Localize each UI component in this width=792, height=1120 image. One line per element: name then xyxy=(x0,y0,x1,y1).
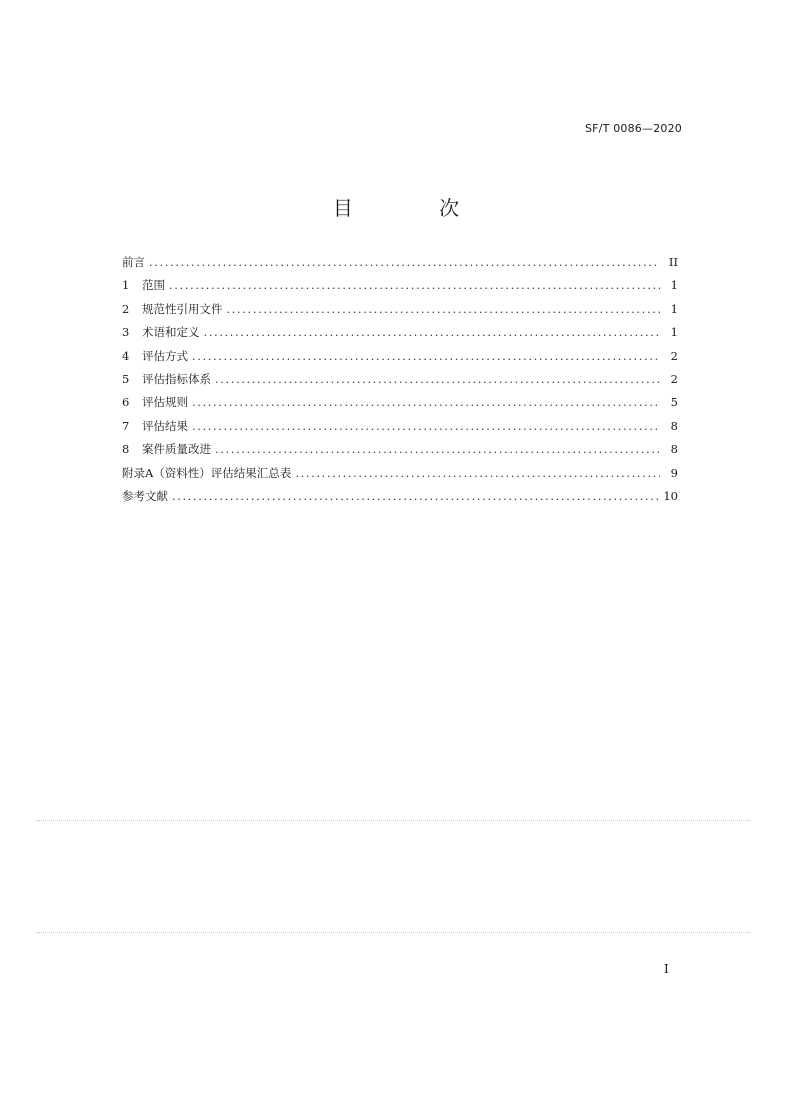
toc-entry-page: 2 xyxy=(670,371,678,386)
page-number: I xyxy=(664,962,669,976)
toc-entry-page: 1 xyxy=(670,278,678,293)
toc-entry-page: 8 xyxy=(670,442,678,457)
toc-entry-label: 前言 xyxy=(122,255,145,269)
toc-entry-page: 8 xyxy=(670,418,678,433)
toc-leader-dots xyxy=(192,392,660,412)
toc-leader-dots xyxy=(149,252,660,272)
toc-entry-page: 1 xyxy=(670,325,678,340)
toc-entry-label: 评估指标体系 xyxy=(142,371,211,386)
toc-entry-number: 2 xyxy=(122,301,130,316)
toc-entry-label: 案件质量改进 xyxy=(142,442,211,457)
toc-leader-dots xyxy=(215,439,660,459)
toc-entry-label: 规范性引用文件 xyxy=(142,301,223,316)
toc-entry-number: 6 xyxy=(122,395,130,410)
toc-entry-quality-improvement[interactable] xyxy=(122,439,678,462)
toc-entry-normative-references[interactable] xyxy=(122,299,678,322)
toc-leader-dots xyxy=(192,346,660,366)
toc-entry-label: 评估结果 xyxy=(142,418,188,433)
toc-leader-dots xyxy=(192,416,660,436)
toc-entry-assessment-results[interactable] xyxy=(122,416,678,439)
toc-leader-dots xyxy=(215,369,660,389)
toc-entry-page: 10 xyxy=(663,488,678,503)
toc-entry-page: II xyxy=(668,255,678,269)
toc-leader-dots xyxy=(172,486,659,506)
toc-leader-dots xyxy=(169,275,660,295)
toc-leader-dots xyxy=(295,463,660,483)
dotted-divider xyxy=(36,820,750,821)
toc-entry-foreword[interactable] xyxy=(122,252,678,275)
toc-entry-assessment-rules[interactable] xyxy=(122,392,678,415)
toc-leader-dots xyxy=(227,299,661,319)
toc-entry-label: 附录A（资料性）评估结果汇总表 xyxy=(122,465,292,480)
toc-leader-dots xyxy=(204,322,661,342)
toc-entry-assessment-method[interactable] xyxy=(122,346,678,369)
toc-entry-appendix-a[interactable] xyxy=(122,463,678,486)
standard-code: SF/T 0086—2020 xyxy=(584,122,682,135)
toc-entry-label: 评估规则 xyxy=(142,395,188,410)
toc-entry-page: 9 xyxy=(670,465,678,480)
toc-entry-label: 范围 xyxy=(142,278,165,293)
toc-entry-label: 术语和定义 xyxy=(142,325,200,340)
toc-entry-number: 3 xyxy=(122,325,130,340)
toc-entry-number: 8 xyxy=(122,442,130,457)
toc-entry-page: 1 xyxy=(670,301,678,316)
toc-entry-number: 7 xyxy=(122,418,130,433)
toc-entry-scope[interactable] xyxy=(122,275,678,298)
toc-entry-number: 4 xyxy=(122,348,130,363)
toc-entry-indicator-system[interactable] xyxy=(122,369,678,392)
toc-entry-number: 1 xyxy=(122,278,130,293)
toc-entry-page: 5 xyxy=(670,395,678,410)
dotted-divider xyxy=(36,932,750,933)
table-of-contents xyxy=(122,252,678,509)
toc-entry-label: 参考文献 xyxy=(122,488,168,503)
toc-entry-bibliography[interactable] xyxy=(122,486,678,509)
toc-entry-page: 2 xyxy=(670,348,678,363)
toc-entry-label: 评估方式 xyxy=(142,348,188,363)
toc-entry-number: 5 xyxy=(122,371,130,386)
toc-title: 目 次 xyxy=(332,196,500,220)
toc-entry-terms[interactable] xyxy=(122,322,678,345)
